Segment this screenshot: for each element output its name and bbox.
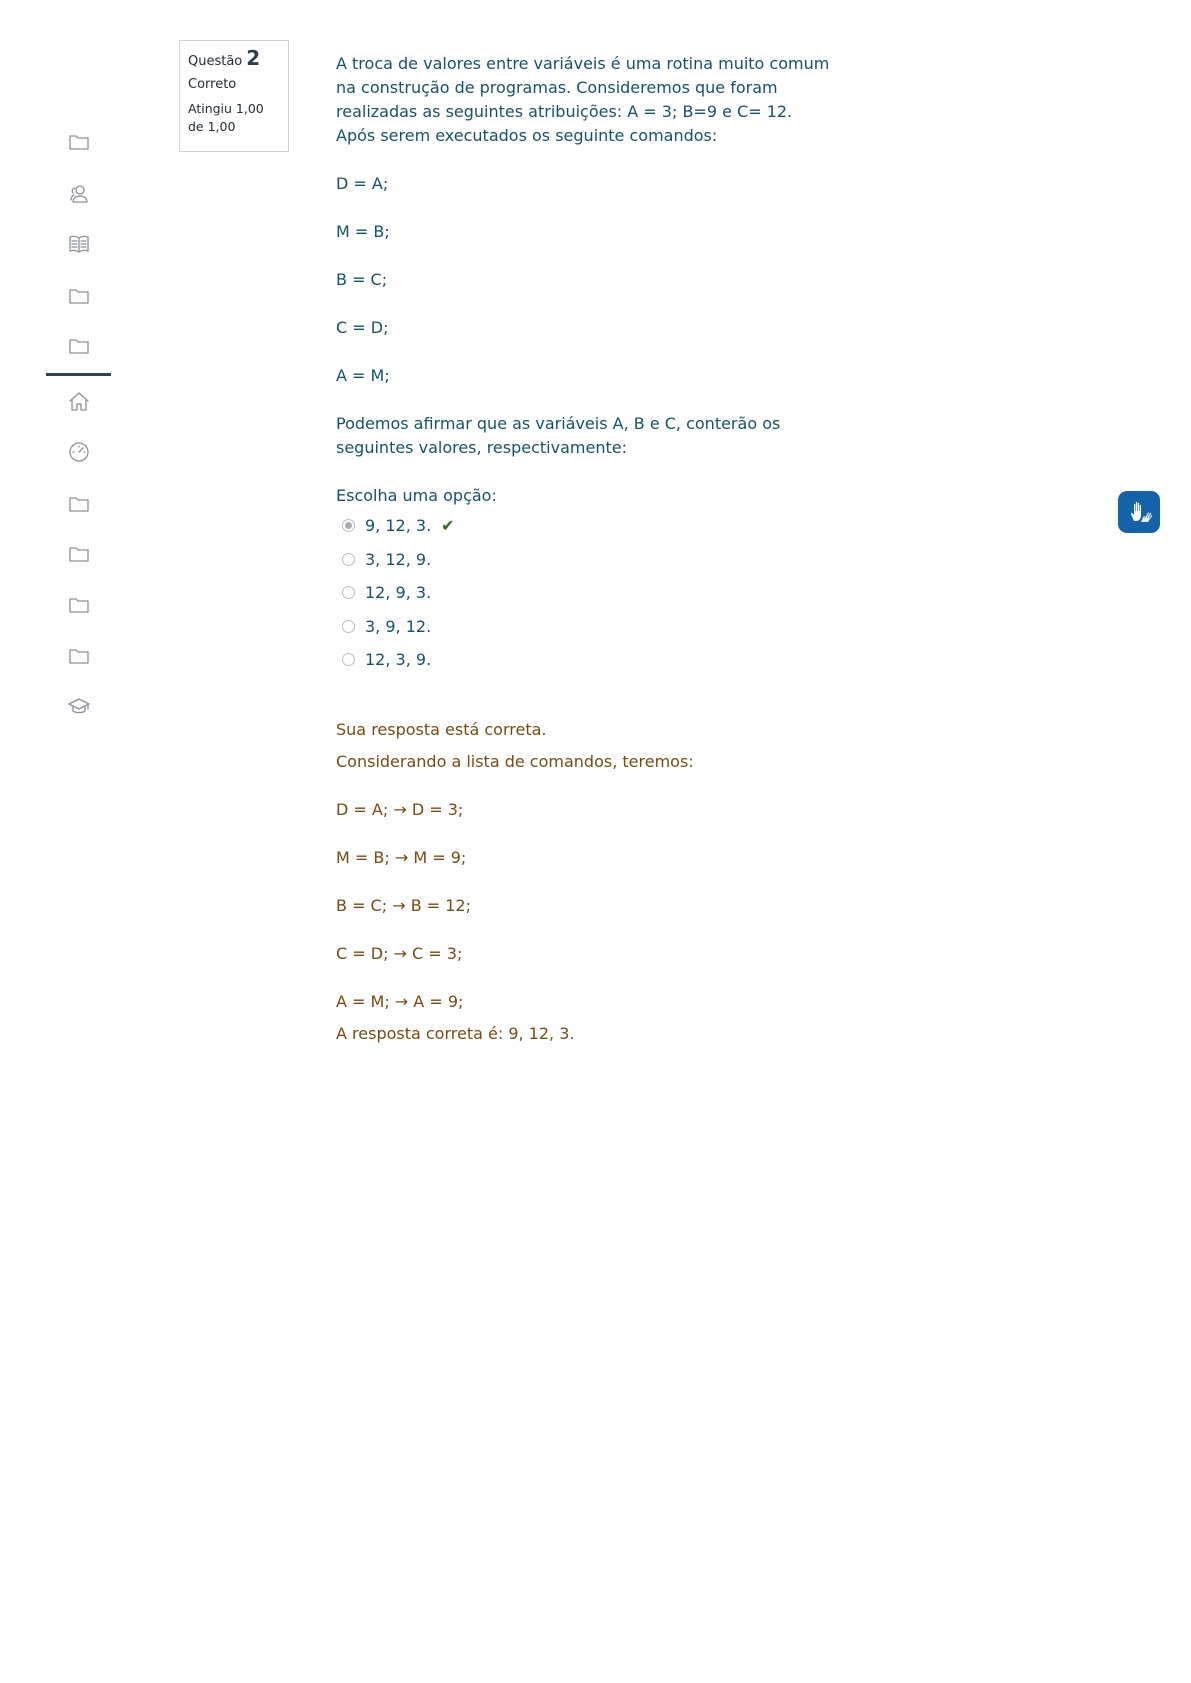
- feedback-result: Sua resposta está correta.: [336, 720, 547, 739]
- question-statement: Podemos afirmar que as variáveis A, B e C, conterão os seguintes valores, respectivamente:: [336, 414, 781, 457]
- answer-option[interactable]: [342, 581, 431, 603]
- radio-selected[interactable]: [342, 519, 355, 532]
- book-icon[interactable]: [66, 231, 92, 257]
- command-line: A = M;: [336, 366, 390, 385]
- answer-option-label: 12, 3, 9.: [365, 649, 432, 669]
- home-icon[interactable]: [66, 389, 92, 415]
- question-intro: A troca de valores entre variáveis é uma rotina muito comum na construção de programas. Consideremos que foram realizadas as seguintes atribuições: A = 3; B=9 e C= 12. Após serem executados os seguinte comandos:: [336, 54, 830, 145]
- command-line: M = B;: [336, 222, 390, 241]
- feedback-step: M = B; → M = 9;: [336, 848, 467, 867]
- answer-option[interactable]: [342, 615, 431, 637]
- answer-prompt: Escolha uma opção:: [336, 486, 497, 505]
- question-info: [179, 40, 289, 152]
- question-label: Questão: [188, 54, 243, 69]
- feedback-step: B = C; → B = 12;: [336, 896, 471, 915]
- feedback-step: D = A; → D = 3;: [336, 800, 464, 819]
- feedback-explanation: Considerando a lista de comandos, teremos:: [336, 752, 694, 771]
- folder-icon[interactable]: [66, 541, 92, 567]
- radio-button[interactable]: [342, 653, 355, 666]
- feedback-step: C = D; → C = 3;: [336, 944, 463, 963]
- checkmark-icon: ✔: [441, 515, 455, 535]
- graduation-cap-icon[interactable]: [66, 694, 92, 720]
- sidebar-divider: [46, 373, 111, 376]
- folder-icon[interactable]: [66, 129, 92, 155]
- question-state: Correto: [188, 77, 237, 92]
- answer-option-label: 12, 9, 3.: [365, 582, 432, 602]
- question-number-value: 2: [246, 46, 261, 70]
- dashboard-icon[interactable]: [66, 439, 92, 465]
- hands-icon: [1125, 498, 1153, 526]
- feedback-step: A = M; → A = 9;: [336, 992, 464, 1011]
- folder-icon[interactable]: [66, 592, 92, 618]
- question-text: [336, 52, 836, 457]
- question-number: [188, 46, 282, 71]
- feedback-answer: A resposta correta é: 9, 12, 3.: [336, 1024, 575, 1043]
- answer-option[interactable]: [342, 648, 431, 670]
- folder-icon[interactable]: [66, 333, 92, 359]
- sign-language-button[interactable]: [1118, 491, 1160, 533]
- answer-block: [336, 484, 497, 669]
- command-line: C = D;: [336, 318, 389, 337]
- answer-option[interactable]: [342, 548, 431, 570]
- folder-icon[interactable]: [66, 643, 92, 669]
- radio-button[interactable]: [342, 586, 355, 599]
- folder-icon[interactable]: [66, 283, 92, 309]
- question-grade: Atingiu 1,00 de 1,00: [188, 101, 264, 134]
- answer-option[interactable]: [342, 514, 455, 536]
- radio-button[interactable]: [342, 620, 355, 633]
- answer-option-label: 3, 9, 12.: [365, 616, 432, 636]
- left-sidebar: [0, 0, 160, 1683]
- folder-icon[interactable]: [66, 491, 92, 517]
- users-icon[interactable]: [66, 181, 92, 207]
- answer-option-label: 3, 12, 9.: [365, 549, 432, 569]
- radio-button[interactable]: [342, 553, 355, 566]
- command-line: B = C;: [336, 270, 388, 289]
- command-line: D = A;: [336, 174, 389, 193]
- answer-option-label: 9, 12, 3.: [365, 515, 432, 535]
